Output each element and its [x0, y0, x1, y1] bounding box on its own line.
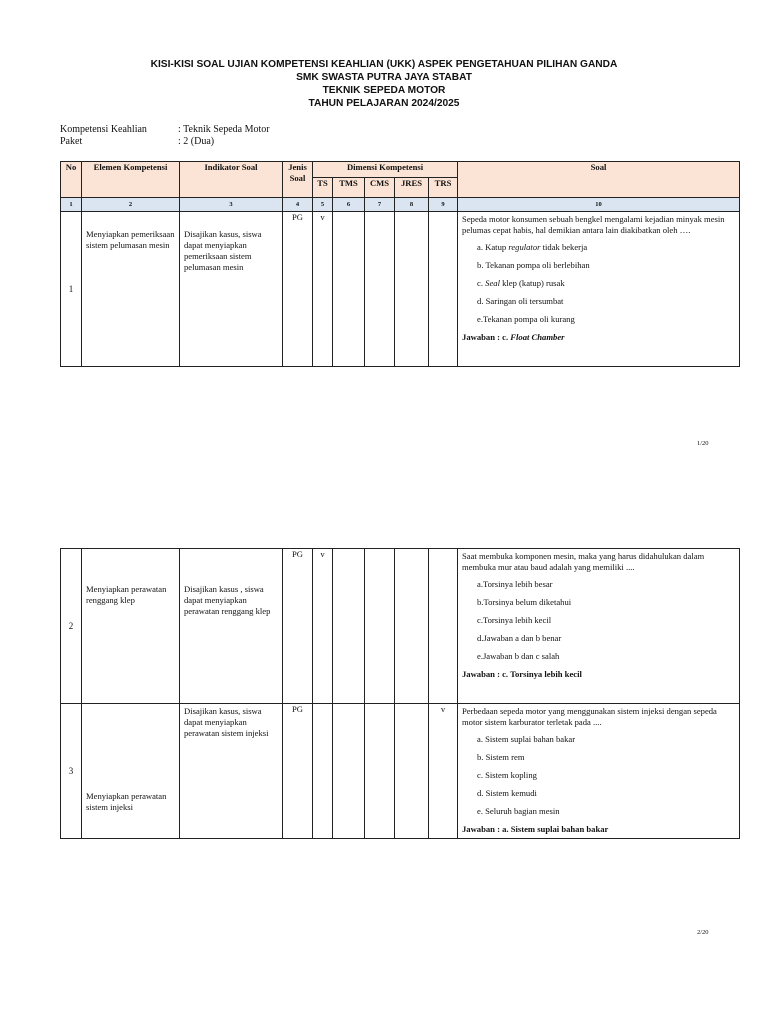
options-list [477, 242, 735, 325]
options-list [477, 579, 735, 662]
row-indikator [180, 212, 283, 367]
row-tms [333, 704, 365, 839]
row-soal [458, 549, 740, 704]
col-num: 6 [333, 198, 365, 212]
row-tms [333, 549, 365, 704]
header-jenis: Jenis Soal [283, 162, 313, 198]
option-e: e. Seluruh bagian mesin [477, 806, 560, 816]
header-dimensi: Dimensi Kompetensi [313, 162, 458, 178]
row-soal [458, 212, 740, 367]
header-ts: TS [313, 178, 333, 198]
header-jres: JRES [395, 178, 429, 198]
question-text: Sepeda motor konsumen sebuah bengkel mengalami kejadian minyak mesin pelumas cepat habis, hal demikian antara lain diakibatkan oleh …. [462, 214, 725, 235]
option-d: d. Saringan oli tersumbat [477, 296, 564, 306]
row-jres [395, 212, 429, 367]
row-trs [429, 212, 458, 367]
row-ts [313, 704, 333, 839]
row-jenis: PG [283, 704, 313, 839]
row-ts: v [313, 212, 333, 367]
row-no: 2 [61, 549, 82, 704]
option-c: c. Seal klep (katup) rusak [477, 278, 565, 288]
elemen-text: Menyiapkan pemeriksaan sistem pelumasan mesin [86, 229, 175, 250]
header-no: No [61, 162, 82, 198]
table-row [61, 549, 740, 704]
title-line-2: SMK SWASTA PUTRA JAYA STABAT [296, 72, 472, 83]
kisi-table-page-1 [60, 161, 740, 367]
option-a: a. Sistem suplai bahan bakar [477, 734, 576, 744]
answer-text: Jawaban : c. Float Chamber [462, 332, 565, 342]
option-a: a. Katup regulator tidak bekerja [477, 242, 588, 252]
row-tms [333, 212, 365, 367]
indikator-text: Disajikan kasus, siswa dapat menyiapkan perawatan sistem injeksi [184, 706, 269, 738]
col-num: 9 [429, 198, 458, 212]
meta-info [60, 124, 270, 148]
option-c: c.Torsinya lebih kecil [477, 615, 552, 625]
elemen-text: Menyiapkan perawatan sistem injeksi [86, 791, 167, 812]
row-soal [458, 704, 740, 839]
row-elemen [82, 549, 180, 704]
row-cms [365, 549, 395, 704]
row-jres [395, 704, 429, 839]
elemen-text: Menyiapkan perawatan renggang klep [86, 584, 167, 605]
kisi-table-page-2 [60, 548, 740, 839]
header-trs: TRS [429, 178, 458, 198]
title-line-1: KISI-KISI SOAL UJIAN KOMPETENSI KEAHLIAN (UKK) ASPEK PENGETAHUAN PILIHAN GANDA [150, 59, 618, 70]
indikator-text: Disajikan kasus , siswa dapat menyiapkan perawatan renggang klep [184, 584, 271, 616]
document-title [0, 58, 768, 110]
paket-label: Paket [60, 136, 83, 147]
option-c: c. Sistem kopling [477, 770, 537, 780]
title-line-3: TEKNIK SEPEDA MOTOR [322, 85, 446, 96]
answer-text: Jawaban : c. Torsinya lebih kecil [462, 669, 582, 679]
row-no: 1 [61, 212, 82, 367]
options-list [477, 734, 735, 817]
header-soal: Soal [458, 162, 740, 198]
header-elemen: Elemen Kompetensi [82, 162, 180, 198]
column-number-row [61, 198, 740, 212]
option-b: b. Sistem rem [477, 752, 525, 762]
table-row [61, 212, 740, 367]
option-b: b.Torsinya belum diketahui [477, 597, 572, 607]
row-trs [429, 549, 458, 704]
row-elemen [82, 212, 180, 367]
option-e: e.Tekanan pompa oli kurang [477, 314, 575, 324]
option-a: a.Torsinya lebih besar [477, 579, 553, 589]
row-trs: v [429, 704, 458, 839]
meta-paket [60, 136, 270, 148]
col-num: 3 [180, 198, 283, 212]
option-e: e.Jawaban b dan c salah [477, 651, 560, 661]
paket-value: : 2 (Dua) [178, 136, 215, 147]
header-indikator: Indikator Soal [180, 162, 283, 198]
title-line-4: TAHUN PELAJARAN 2024/2025 [308, 98, 460, 109]
row-cms [365, 212, 395, 367]
col-num: 7 [365, 198, 395, 212]
option-b: b. Tekanan pompa oli berlebihan [477, 260, 590, 270]
row-indikator [180, 549, 283, 704]
option-d: d. Sistem kemudi [477, 788, 537, 798]
table-row [61, 704, 740, 839]
row-no: 3 [61, 704, 82, 839]
meta-kompetensi [60, 124, 270, 136]
answer-text: Jawaban : a. Sistem suplai bahan bakar [462, 824, 609, 834]
header-cms: CMS [365, 178, 395, 198]
col-num: 5 [313, 198, 333, 212]
kompetensi-label: Kompetensi Keahlian [60, 124, 147, 135]
option-d: d.Jawaban a dan b benar [477, 633, 562, 643]
row-elemen [82, 704, 180, 839]
header-tms: TMS [333, 178, 365, 198]
question-text: Perbedaan sepeda motor yang menggunakan sistem injeksi dengan sepeda motor sistem karburator terletak pada .... [462, 706, 717, 727]
page-number-2: 2/20 [697, 929, 709, 936]
row-ts: v [313, 549, 333, 704]
col-num: 10 [458, 198, 740, 212]
kompetensi-value: : Teknik Sepeda Motor [178, 124, 270, 135]
row-jres [395, 549, 429, 704]
row-indikator [180, 704, 283, 839]
question-text: Saat membuka komponen mesin, maka yang harus didahulukan dalam membuka mur atau baud adalah yang memiliki .... [462, 551, 705, 572]
indikator-text: Disajikan kasus, siswa dapat menyiapkan pemeriksaan sistem pelumasan mesin [184, 229, 262, 272]
row-jenis: PG [283, 212, 313, 367]
row-cms [365, 704, 395, 839]
col-num: 8 [395, 198, 429, 212]
col-num: 2 [82, 198, 180, 212]
page-number-1: 1/20 [697, 440, 709, 447]
col-num: 1 [61, 198, 82, 212]
col-num: 4 [283, 198, 313, 212]
row-jenis: PG [283, 549, 313, 704]
